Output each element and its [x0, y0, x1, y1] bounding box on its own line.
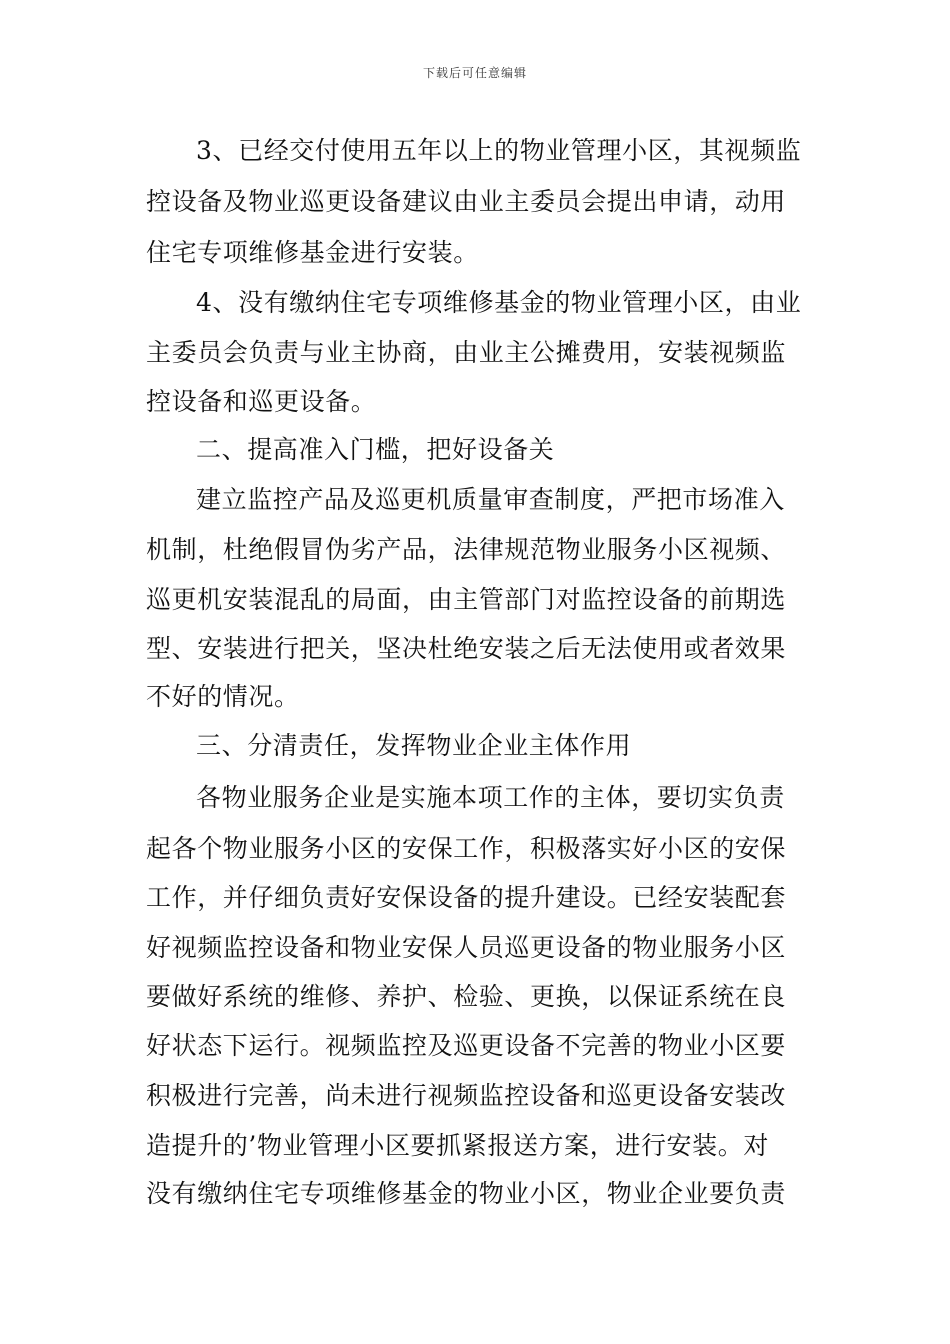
paragraph-line: 4、没有缴纳住宅专项维修基金的物业管理小区，由业 [196, 288, 802, 317]
paragraph-line: 机制，杜绝假冒伪劣产品，法律规范物业服务小区视频、 [146, 535, 787, 564]
paragraph-line: 好状态下运行。视频监控及巡更设备不完善的物业小区要 [146, 1031, 787, 1060]
paragraph-line: 建立监控产品及巡更机质量审查制度，严把市场准入 [196, 485, 785, 514]
paragraph-line: 住宅专项维修基金进行安装。 [146, 238, 479, 267]
paragraph-line: 积极进行完善，尚未进行视频监控设备和巡更设备安装改 [146, 1081, 787, 1110]
paragraph-line: 要做好系统的维修、养护、检验、更换，以保证系统在良 [146, 982, 787, 1011]
paragraph-line: 主委员会负责与业主协商，由业主公摊费用，安装视频监 [146, 338, 787, 367]
paragraph-line: 不好的情况。 [146, 682, 300, 711]
paragraph-line: 型、安装进行把关，坚决杜绝安装之后无法使用或者效果 [146, 634, 787, 663]
paragraph-line: 控设备和巡更设备。 [146, 387, 377, 416]
paragraph-line: 工作，并仔细负责好安保设备的提升建设。已经安装配套 [146, 883, 787, 912]
paragraph-line: 造提升的’物业管理小区要抓紧报送方案，进行安装。对 [146, 1131, 769, 1160]
section-heading: 二、提高准入门槛，把好设备关 [196, 435, 555, 464]
paragraph-line: 好视频监控设备和物业安保人员巡更设备的物业服务小区 [146, 933, 787, 962]
paragraph-line: 起各个物业服务小区的安保工作，积极落实好小区的安保 [146, 834, 787, 863]
paragraph-line: 3、已经交付使用五年以上的物业管理小区，其视频监 [196, 136, 802, 165]
header-note: 下载后可任意编辑 [422, 66, 527, 80]
paragraph-line: 巡更机安装混乱的局面，由主管部门对监控设备的前期选 [146, 585, 787, 614]
paragraph-line: 各物业服务企业是实施本项工作的主体，要切实负责 [196, 783, 785, 812]
paragraph-line: 控设备及物业巡更设备建议由业主委员会提出申请，动用 [146, 187, 787, 216]
section-heading: 三、分清责任，发挥物业企业主体作用 [196, 731, 632, 760]
paragraph-line: 没有缴纳住宅专项维修基金的物业小区，物业企业要负责 [146, 1179, 787, 1208]
